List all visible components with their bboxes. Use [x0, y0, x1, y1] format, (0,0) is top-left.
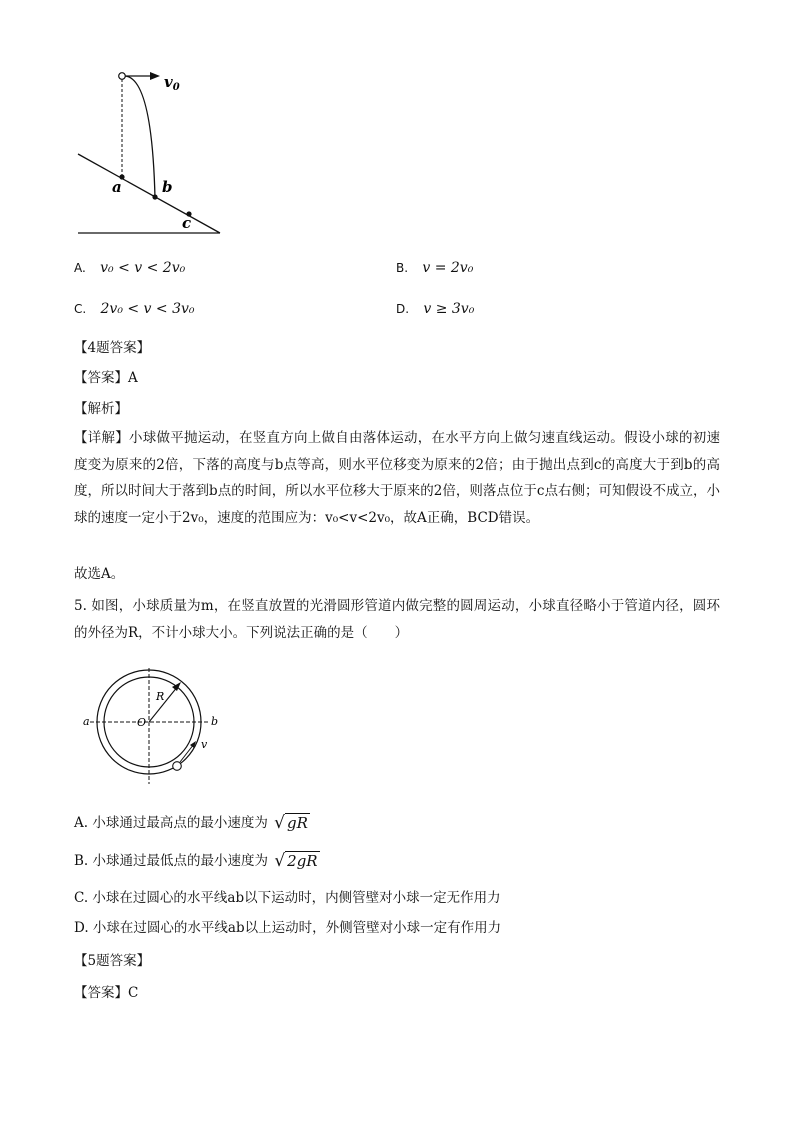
q4-conclusion: 故选A。 — [74, 566, 125, 582]
q5-option-d: D. 小球在过圆心的水平线ab以上运动时，外侧管壁对小球一定有作用力 — [74, 920, 502, 936]
sqrt-2gR: √ 2gR — [274, 851, 318, 871]
q4-answer: 【答案】A — [74, 370, 138, 386]
trajectory-curve — [125, 76, 155, 198]
option-text: B. 小球通过最低点的最小速度为 — [74, 853, 269, 869]
label-b: b — [162, 178, 173, 196]
arrow-head — [150, 72, 160, 80]
q5-answer: 【答案】C — [74, 985, 139, 1001]
q5-option-a — [74, 810, 310, 837]
circular-tube-figure — [80, 668, 230, 794]
label-O: O — [137, 716, 147, 729]
q5-stem: 5. 如图，小球质量为m，在竖直放置的光滑圆形管道内做完整的圆周运动，小球直径略小于管道内径，圆环的外径为R，不计小球大小。下列说法正确的是（ ） — [74, 598, 720, 641]
q4-option-d — [396, 301, 474, 317]
incline-line — [78, 154, 220, 233]
option-letter: D. — [396, 302, 410, 316]
option-expr: v ≥ 3v₀ — [423, 301, 475, 317]
option-expr: v₀ < v < 2v₀ — [100, 260, 186, 276]
launch-point — [119, 73, 126, 80]
q5-answer-header: 【5题答案】 — [74, 953, 151, 969]
option-letter: B. — [396, 261, 409, 275]
q4-detail: 【详解】小球做平抛运动，在竖直方向上做自由落体运动，在水平方向上做匀速直线运动。假设小球的初速度变为原来的2倍，下落的高度与b点等高，则水平位移变为原来的2倍；由于抛出点到c的高度大于到b的高度，所以时间大于落到b点的时间，所以水平位移大于原来的2倍，则落点位于c点右侧；可知假设不成立，小球的速度一定小于2v₀，速度的范围应为：v₀<v<2v₀，故A正确，BCD错误。 — [74, 430, 720, 526]
q4-answer-header: 【4题答案】 — [74, 340, 151, 356]
ball — [173, 762, 182, 771]
option-letter: A. — [74, 261, 86, 275]
radicand: 2gR — [287, 852, 318, 870]
option-expr: v = 2v₀ — [422, 260, 474, 276]
option-expr: 2v₀ < v < 3v₀ — [100, 301, 195, 317]
sqrt-gR: √ gR — [274, 813, 308, 833]
label-R: R — [156, 690, 165, 703]
option-letter: C. — [74, 302, 87, 316]
label-b: b — [211, 715, 219, 728]
point-b — [152, 194, 157, 199]
q4-option-b — [396, 260, 473, 276]
label-a: a — [112, 178, 122, 196]
q5-option-c: C. 小球在过圆心的水平线ab以下运动时，内侧管壁对小球一定无作用力 — [74, 890, 501, 906]
label-c: c — [182, 214, 192, 232]
projectile-figure — [70, 62, 230, 238]
option-text: A. 小球通过最高点的最小速度为 — [74, 815, 268, 831]
label-a: a — [83, 715, 90, 728]
label-v0: $v_0$ — [164, 73, 180, 93]
label-v: v — [201, 738, 208, 751]
q4-analysis-label: 【解析】 — [74, 401, 128, 417]
radicand: gR — [286, 814, 308, 832]
q5-option-b — [74, 848, 320, 875]
q4-option-c — [74, 301, 195, 317]
q4-option-a — [74, 260, 185, 276]
